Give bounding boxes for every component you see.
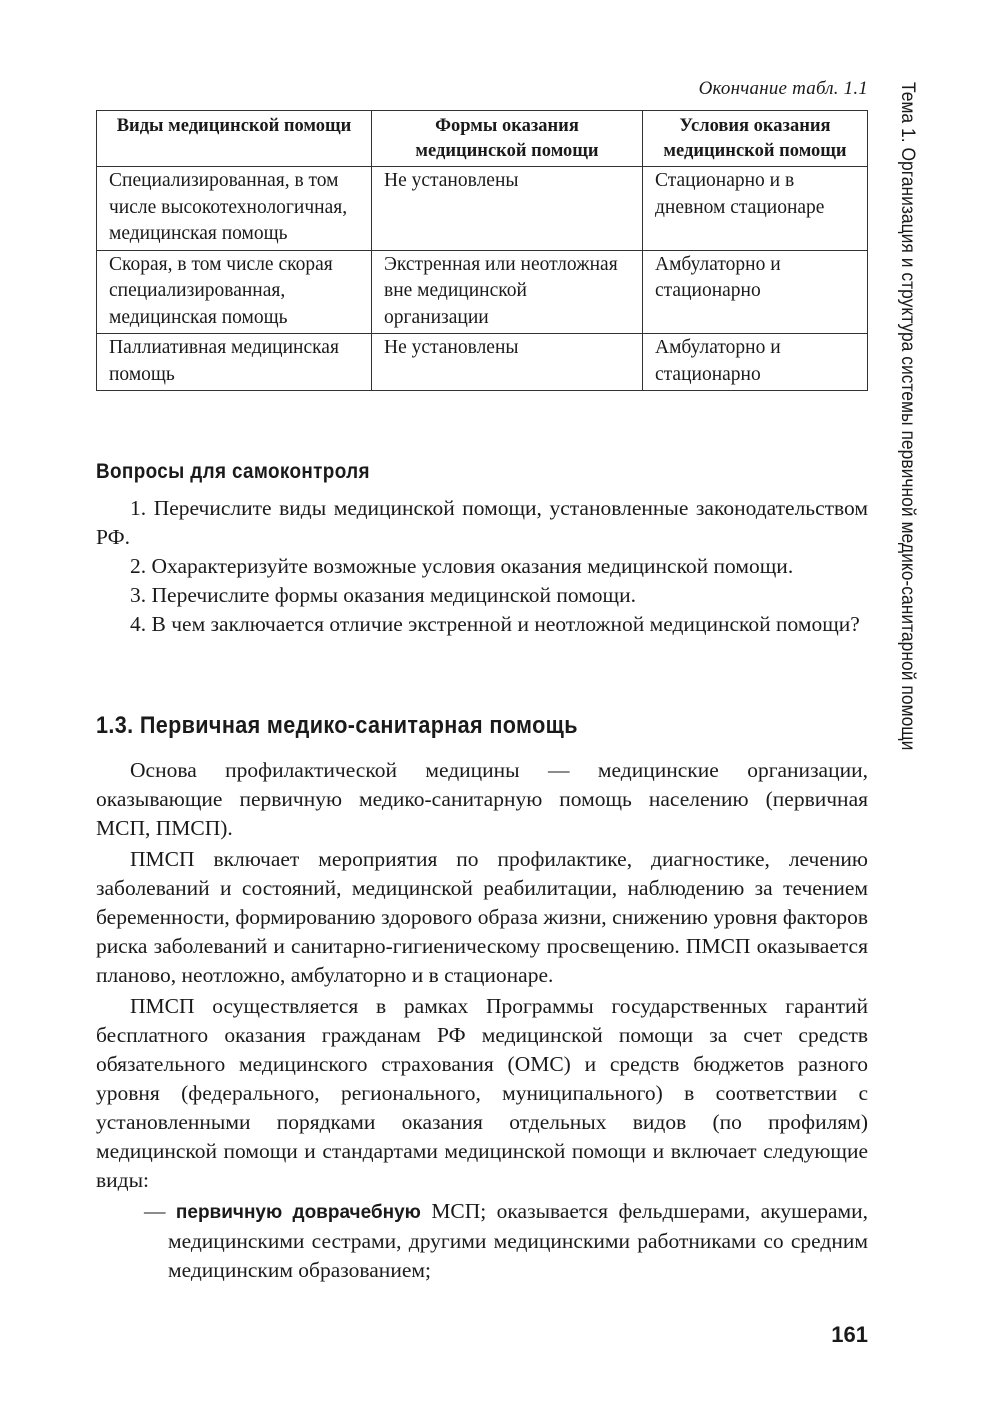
questions-list bbox=[96, 494, 868, 639]
list-text: МСП; оказывается фельдшерами, акушерами, медицинскими сестрами, другими медицинскими работниками со средним медицинским образованием; bbox=[168, 1199, 868, 1282]
paragraph: ПМСП осуществляется в рамках Программы государственных гарантий бесплатного оказания гражданам РФ медицинской помощи за счет средств обязательного медицинского страхования (ОМС) и средств бюджетов разного уровня (федерального, регионального, муниципального) в соответствии с установленными порядками оказания отдельных видов (по профилям) медицинской помощи и стандартами медицинской помощи и включает следующие виды: bbox=[96, 994, 868, 1192]
question-item: 3. Перечислите формы оказания медицинской помощи. bbox=[130, 583, 636, 607]
questions-heading: Вопросы для самоконтроля bbox=[96, 460, 370, 483]
table-cell: Паллиативная медицинская помощь bbox=[97, 334, 372, 391]
table-cell: Скорая, в том числе скорая специализированная, медицинская помощь bbox=[97, 250, 372, 334]
table-header-cell: Условия оказания медицинской помощи bbox=[643, 111, 868, 167]
table-header-cell: Виды медицинской помощи bbox=[97, 111, 372, 167]
table-cell: Амбулаторно и стационарно bbox=[643, 334, 868, 391]
table-caption: Окончание табл. 1.1 bbox=[698, 78, 868, 99]
paragraph: Основа профилактической медицины — медицинские организации, оказывающие первичную медико-санитарную помощь населению (первичная МСП, ПМСП). bbox=[96, 758, 868, 840]
table-header-row bbox=[97, 111, 868, 167]
question-item: 1. Перечислите виды медицинской помощи, установленные законодательством РФ. bbox=[96, 496, 868, 549]
list-term: первичную доврачебную bbox=[175, 1202, 421, 1223]
medical-care-table bbox=[96, 110, 868, 391]
table-cell: Стационарно и в дневном стационаре bbox=[643, 167, 868, 251]
question-item: 2. Охарактеризуйте возможные условия оказания медицинской помощи. bbox=[130, 554, 794, 578]
table-cell: Не установлены bbox=[372, 334, 643, 391]
list-dash: — bbox=[144, 1199, 166, 1223]
section-body bbox=[96, 756, 868, 1285]
table-cell: Не установлены bbox=[372, 167, 643, 251]
question-item: 4. В чем заключается отличие экстренной и неотложной медицинской помощи? bbox=[130, 612, 860, 636]
page-number: 161 bbox=[831, 1322, 868, 1347]
section-heading: 1.3. Первичная медико-санитарная помощь bbox=[96, 712, 578, 739]
table-header-cell: Формы оказания медицинской помощи bbox=[372, 111, 643, 167]
table-row bbox=[97, 334, 868, 391]
table-row bbox=[97, 250, 868, 334]
table-cell: Амбулаторно и стационарно bbox=[643, 250, 868, 334]
table-cell: Специализированная, в том числе высокотехнологичная, медицинская помощь bbox=[97, 167, 372, 251]
table-cell: Экстренная или неотложная вне медицинской организации bbox=[372, 250, 643, 334]
table-row bbox=[97, 167, 868, 251]
care-types-list bbox=[96, 1197, 868, 1285]
list-item bbox=[96, 1197, 868, 1285]
running-head: Тема 1. Организация и структура системы первичной медико-санитарной помощи bbox=[897, 82, 918, 751]
paragraph: ПМСП включает мероприятия по профилактике, диагностике, лечению заболеваний и состояний, медицинской реабилитации, наблюдению за течением беременности, формированию здорового образа жизни, снижению уровня факторов риска заболеваний и санитарно-гигиеническому просвещению. ПМСП оказывается планово, неотложно, амбулаторно и в стационаре. bbox=[96, 847, 868, 987]
